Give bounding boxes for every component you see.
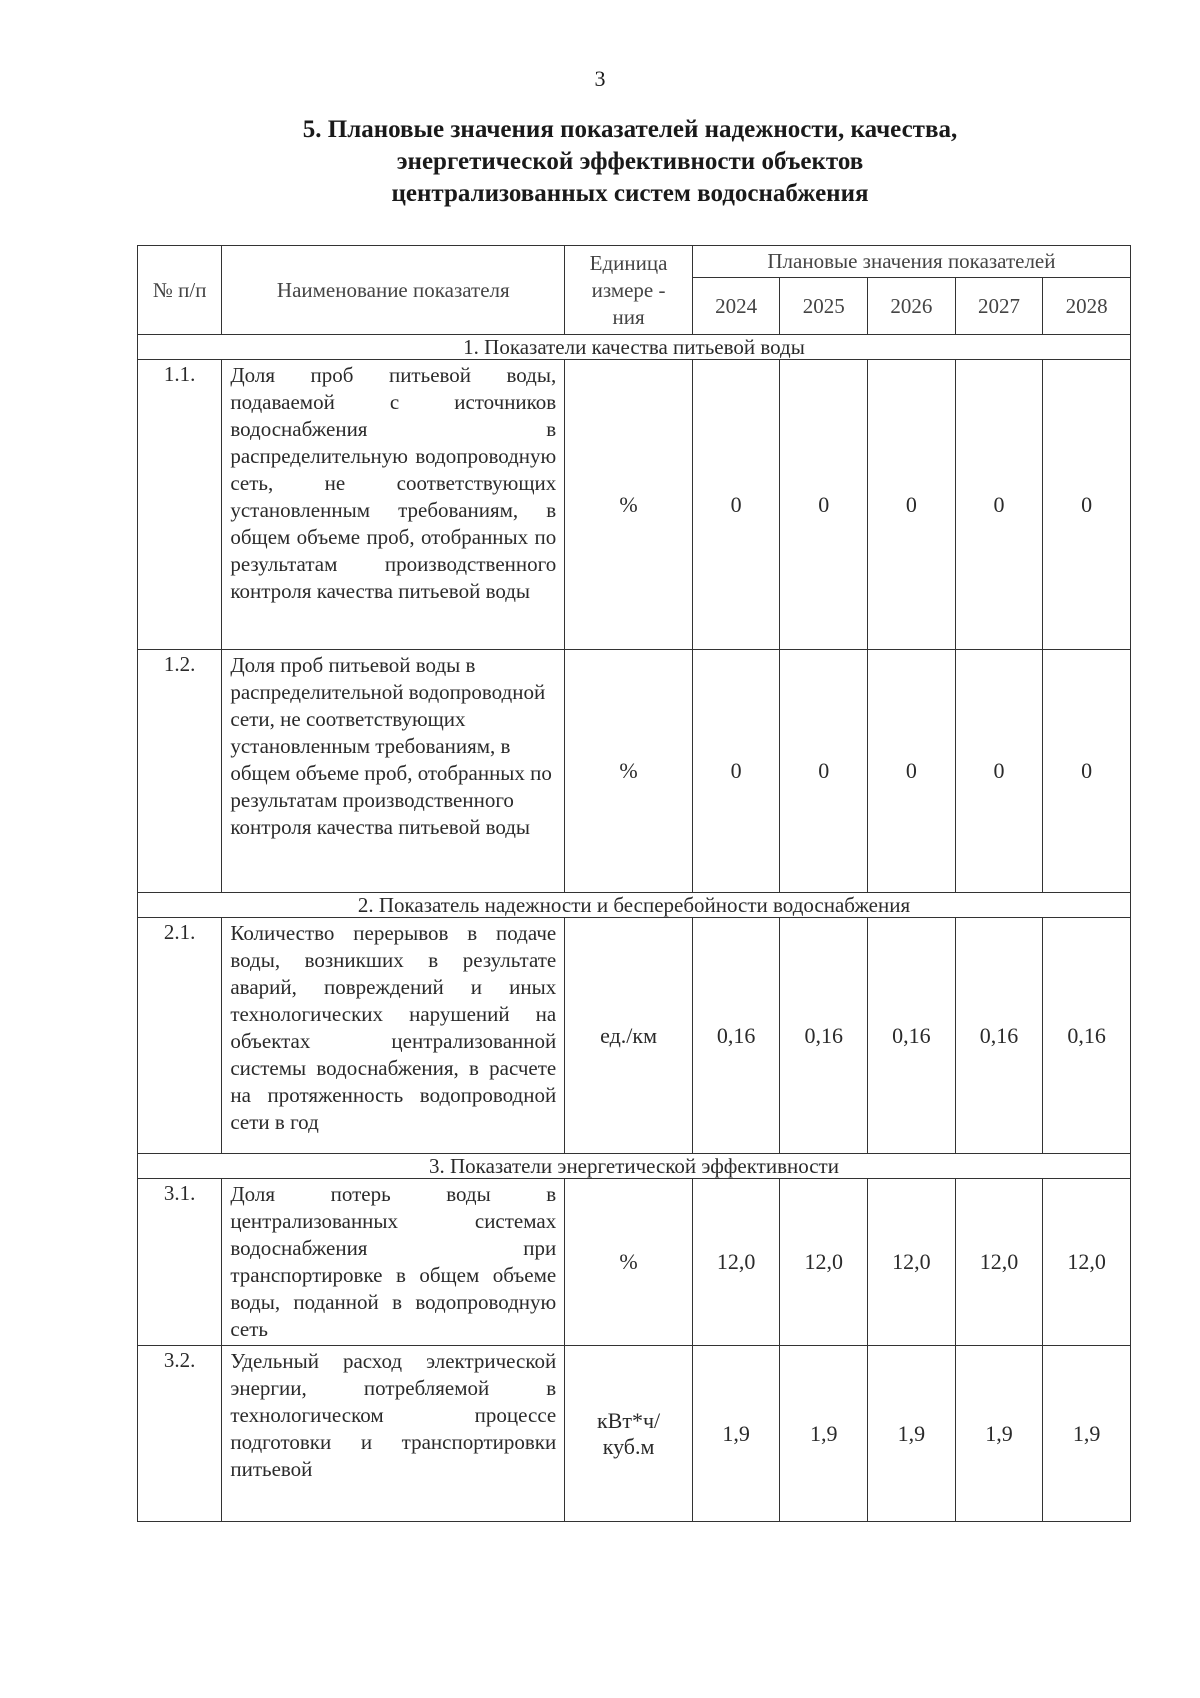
title-line-3: централизованных систем водоснабжения — [391, 180, 869, 207]
value-cell: 12,0 — [1043, 1179, 1131, 1346]
header-name: Наименование показателя — [222, 246, 565, 335]
section-title: Показатель надежности и бесперебойности водоснабжения — [378, 893, 911, 917]
value-cell: 12,0 — [955, 1179, 1043, 1346]
planned-values-table — [137, 245, 1131, 1522]
unit-cell: ед./км — [565, 918, 693, 1154]
unit-cell: % — [565, 650, 693, 893]
table-row — [138, 1179, 1131, 1346]
header-num: № п/п — [138, 246, 222, 335]
section-number: 1. — [463, 335, 479, 359]
section-number: 2. — [357, 893, 374, 917]
value-cell: 0,16 — [692, 918, 780, 1154]
table-row — [138, 360, 1131, 650]
value-cell: 12,0 — [780, 1179, 868, 1346]
section-number: 3. — [429, 1154, 445, 1178]
indicator-name: Доля проб питьевой воды, подаваемой с источников водоснабжения в распределительную водопроводную сеть, не соответствующих установленным требованиям, в общем объеме проб, отобранных по результатам производственного контроля качества питьевой воды — [222, 360, 565, 650]
value-cell: 0 — [692, 360, 780, 650]
value-cell: 0 — [955, 650, 1043, 893]
unit-line-2: куб.м — [602, 1433, 655, 1459]
indicator-name: Доля потерь воды в централизованных системах водоснабжения при транспортировке в общем объеме воды, поданной в водопроводную сеть — [222, 1179, 565, 1346]
header-year: 2024 — [692, 278, 780, 335]
value-cell: 12,0 — [692, 1179, 780, 1346]
header-year: 2025 — [780, 278, 868, 335]
page-number: 3 — [594, 66, 606, 91]
value-cell: 0 — [1043, 650, 1131, 893]
unit-cell: % — [565, 1179, 693, 1346]
title-line-2: энергетической эффективности объектов — [396, 148, 864, 175]
value-cell: 0,16 — [780, 918, 868, 1154]
unit-cell: % — [565, 360, 693, 650]
section-row — [138, 893, 1131, 918]
table-row — [138, 1346, 1131, 1522]
value-cell: 0 — [955, 360, 1043, 650]
value-cell: 0 — [692, 650, 780, 893]
value-cell: 0,16 — [1043, 918, 1131, 1154]
section-heading — [138, 335, 1131, 360]
value-cell: 0,16 — [868, 918, 956, 1154]
value-cell: 0 — [868, 360, 956, 650]
section-row — [138, 1154, 1131, 1179]
header-year: 2028 — [1043, 278, 1131, 335]
value-cell: 1,9 — [692, 1346, 780, 1522]
section-row — [138, 335, 1131, 360]
row-number: 3.1. — [138, 1179, 222, 1346]
row-number: 2.1. — [138, 918, 222, 1154]
section-title: Показатели энергетической эффективности — [450, 1154, 839, 1178]
section-heading — [138, 1154, 1131, 1179]
header-unit-line-3: ния — [612, 304, 645, 329]
header-unit — [565, 246, 693, 335]
value-cell: 0,16 — [955, 918, 1043, 1154]
value-cell: 1,9 — [1043, 1346, 1131, 1522]
header-row-1 — [138, 246, 1131, 278]
unit-cell — [565, 1346, 693, 1522]
value-cell: 1,9 — [780, 1346, 868, 1522]
row-number: 3.2. — [138, 1346, 222, 1522]
header-planned-values: Плановые значения показателей — [692, 246, 1130, 278]
value-cell: 12,0 — [868, 1179, 956, 1346]
section-title: Показатели качества питьевой воды — [484, 335, 805, 359]
indicator-name: Удельный расход электрической энергии, потребляемой в технологическом процессе подготовки и транспортировки питьевой — [222, 1346, 565, 1522]
value-cell: 0 — [868, 650, 956, 893]
value-cell: 1,9 — [955, 1346, 1043, 1522]
value-cell: 1,9 — [868, 1346, 956, 1522]
header-year: 2027 — [955, 278, 1043, 335]
header-year: 2026 — [868, 278, 956, 335]
row-number: 1.1. — [138, 360, 222, 650]
header-unit-line-1: Единица — [589, 250, 668, 275]
unit-line-1: кВт*ч/ — [596, 1407, 661, 1433]
section-heading — [138, 893, 1131, 918]
value-cell: 0 — [1043, 360, 1131, 650]
table-row — [138, 918, 1131, 1154]
indicator-name: Количество перерывов в подаче воды, возникших в результате аварий, повреждений и иных технологических нарушений на объектах централизованной системы водоснабжения, в расчете на протяженность водопроводной сети в год — [222, 918, 565, 1154]
document-title — [130, 114, 1130, 210]
indicator-name: Доля проб питьевой воды в распределительной водопроводной сети, не соответствующих установленным требованиям, в общем объеме проб, отобранных по результатам производственного контроля качества питьевой воды — [222, 650, 565, 893]
table-row — [138, 650, 1131, 893]
title-line-1: 5. Плановые значения показателей надежности, качества, — [302, 116, 958, 143]
value-cell: 0 — [780, 360, 868, 650]
header-unit-line-2: измере - — [591, 277, 666, 302]
row-number: 1.2. — [138, 650, 222, 893]
value-cell: 0 — [780, 650, 868, 893]
